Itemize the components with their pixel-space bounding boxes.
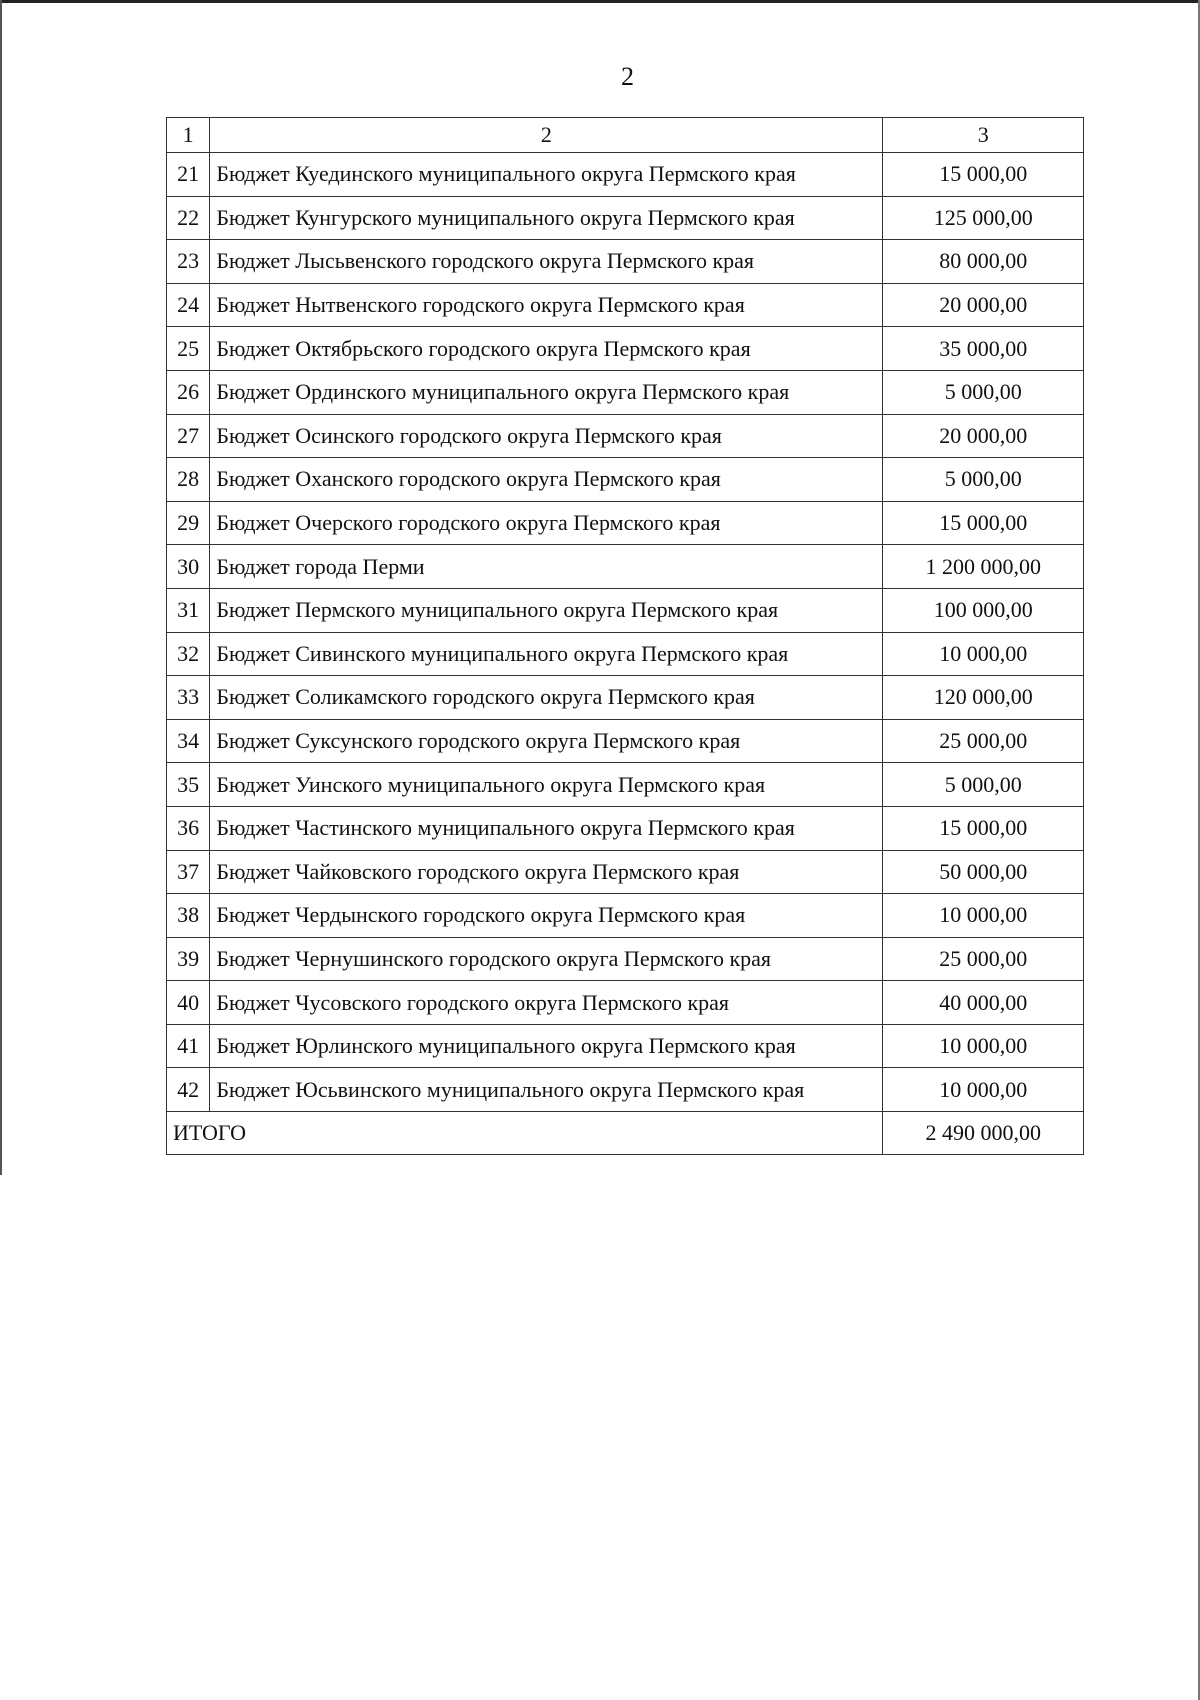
table-row <box>167 632 1084 676</box>
row-amount: 125 000,00 <box>883 196 1084 240</box>
row-number: 23 <box>167 240 210 284</box>
row-budget-name: Бюджет Очерского городского округа Пермского края <box>210 501 883 545</box>
row-budget-name: Бюджет Оханского городского округа Пермского края <box>210 458 883 502</box>
page-number: 2 <box>621 62 634 91</box>
row-number: 27 <box>167 414 210 458</box>
total-amount: 2 490 000,00 <box>883 1112 1084 1155</box>
table-row <box>167 763 1084 807</box>
total-label: ИТОГО <box>167 1112 883 1155</box>
row-number: 21 <box>167 153 210 197</box>
row-number: 33 <box>167 676 210 720</box>
row-number: 24 <box>167 283 210 327</box>
row-budget-name: Бюджет Нытвенского городского округа Пермского края <box>210 283 883 327</box>
row-number: 34 <box>167 719 210 763</box>
column-header-2: 2 <box>210 118 883 153</box>
table-row <box>167 458 1084 502</box>
row-budget-name: Бюджет Юсьвинского муниципального округа Пермского края <box>210 1068 883 1112</box>
table-row <box>167 327 1084 371</box>
table-row <box>167 850 1084 894</box>
row-number: 31 <box>167 588 210 632</box>
row-budget-name: Бюджет Уинского муниципального округа Пермского края <box>210 763 883 807</box>
row-budget-name: Бюджет Куединского муниципального округа Пермского края <box>210 153 883 197</box>
row-budget-name: Бюджет Частинского муниципального округа Пермского края <box>210 806 883 850</box>
row-amount: 5 000,00 <box>883 370 1084 414</box>
table-row <box>167 937 1084 981</box>
table-row <box>167 414 1084 458</box>
row-budget-name: Бюджет Осинского городского округа Пермского края <box>210 414 883 458</box>
row-amount: 50 000,00 <box>883 850 1084 894</box>
table-row <box>167 196 1084 240</box>
table-row <box>167 240 1084 284</box>
table-row <box>167 588 1084 632</box>
row-number: 35 <box>167 763 210 807</box>
table-row <box>167 676 1084 720</box>
table-row <box>167 501 1084 545</box>
row-budget-name: Бюджет Пермского муниципального округа Пермского края <box>210 588 883 632</box>
row-budget-name: Бюджет Кунгурского муниципального округа Пермского края <box>210 196 883 240</box>
row-number: 38 <box>167 894 210 938</box>
table-row <box>167 806 1084 850</box>
row-number: 30 <box>167 545 210 589</box>
row-number: 40 <box>167 981 210 1025</box>
row-amount: 5 000,00 <box>883 763 1084 807</box>
row-number: 42 <box>167 1068 210 1112</box>
row-number: 32 <box>167 632 210 676</box>
row-amount: 100 000,00 <box>883 588 1084 632</box>
row-number: 41 <box>167 1024 210 1068</box>
row-amount: 25 000,00 <box>883 719 1084 763</box>
scan-edge-left <box>0 0 2 1175</box>
table-row <box>167 894 1084 938</box>
column-header-1: 1 <box>167 118 210 153</box>
row-budget-name: Бюджет Чернушинского городского округа Пермского края <box>210 937 883 981</box>
row-amount: 15 000,00 <box>883 501 1084 545</box>
scan-edge-top <box>0 0 1200 3</box>
row-number: 22 <box>167 196 210 240</box>
row-budget-name: Бюджет Чердынского городского округа Пермского края <box>210 894 883 938</box>
table-row <box>167 153 1084 197</box>
row-amount: 10 000,00 <box>883 1068 1084 1112</box>
row-number: 28 <box>167 458 210 502</box>
row-amount: 40 000,00 <box>883 981 1084 1025</box>
row-budget-name: Бюджет Юрлинского муниципального округа Пермского края <box>210 1024 883 1068</box>
row-amount: 15 000,00 <box>883 806 1084 850</box>
row-amount: 1 200 000,00 <box>883 545 1084 589</box>
row-amount: 10 000,00 <box>883 894 1084 938</box>
row-amount: 20 000,00 <box>883 414 1084 458</box>
table-header-row <box>167 118 1084 153</box>
row-budget-name: Бюджет Ординского муниципального округа Пермского края <box>210 370 883 414</box>
budget-table <box>166 117 1084 1155</box>
row-amount: 10 000,00 <box>883 1024 1084 1068</box>
row-budget-name: Бюджет Сивинского муниципального округа Пермского края <box>210 632 883 676</box>
row-number: 26 <box>167 370 210 414</box>
row-budget-name: Бюджет Суксунского городского округа Пермского края <box>210 719 883 763</box>
row-number: 39 <box>167 937 210 981</box>
row-budget-name: Бюджет Лысьвенского городского округа Пермского края <box>210 240 883 284</box>
row-number: 36 <box>167 806 210 850</box>
row-budget-name: Бюджет Чусовского городского округа Пермского края <box>210 981 883 1025</box>
table-row <box>167 1068 1084 1112</box>
row-amount: 80 000,00 <box>883 240 1084 284</box>
row-amount: 120 000,00 <box>883 676 1084 720</box>
row-budget-name: Бюджет города Перми <box>210 545 883 589</box>
table-row <box>167 370 1084 414</box>
row-number: 29 <box>167 501 210 545</box>
table-total-row <box>167 1112 1084 1155</box>
row-amount: 15 000,00 <box>883 153 1084 197</box>
row-amount: 5 000,00 <box>883 458 1084 502</box>
row-number: 37 <box>167 850 210 894</box>
table-row <box>167 981 1084 1025</box>
row-budget-name: Бюджет Октябрьского городского округа Пермского края <box>210 327 883 371</box>
table-row <box>167 719 1084 763</box>
row-amount: 20 000,00 <box>883 283 1084 327</box>
row-amount: 25 000,00 <box>883 937 1084 981</box>
row-budget-name: Бюджет Соликамского городского округа Пермского края <box>210 676 883 720</box>
column-header-3: 3 <box>883 118 1084 153</box>
table-row <box>167 283 1084 327</box>
table-row <box>167 1024 1084 1068</box>
row-amount: 10 000,00 <box>883 632 1084 676</box>
row-amount: 35 000,00 <box>883 327 1084 371</box>
row-budget-name: Бюджет Чайковского городского округа Пермского края <box>210 850 883 894</box>
table-row <box>167 545 1084 589</box>
row-number: 25 <box>167 327 210 371</box>
